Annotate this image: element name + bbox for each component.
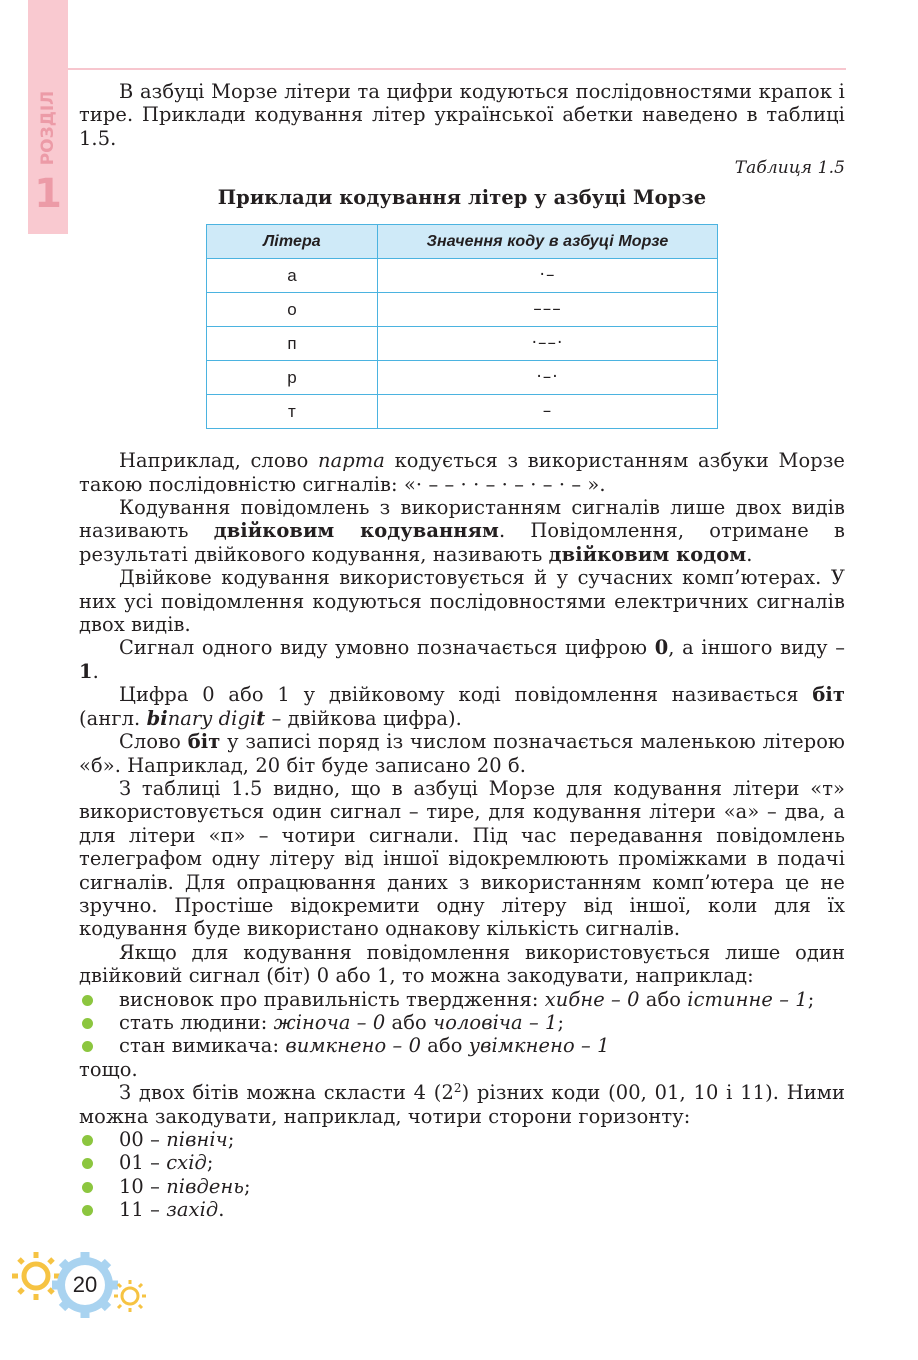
morse-table-wrap: [206, 224, 718, 429]
two-bits-superscript: 2: [453, 1081, 462, 1096]
paragraph-one-bit: Якщо для кодування повідомлення використовується лише один двійковий сигнал (біт) 0 або 1, то можна закодувати, наприклад:: [79, 940, 845, 988]
term-binary-coding: двійковим кодуванням: [213, 519, 499, 543]
cell-code: ·–·: [378, 361, 718, 395]
list-item: [79, 988, 845, 1011]
binary-text-1: Кодування повідомлень з використанням сигналів лише двох видів називають: [79, 496, 845, 543]
item-direction: північ: [166, 1128, 228, 1151]
item-end: ;: [243, 1174, 251, 1198]
paragraph-tail: тощо.: [79, 1057, 138, 1081]
cell-letter: о: [207, 293, 378, 327]
item-end: .: [218, 1198, 225, 1222]
item-text: висновок про правильність твердження:: [119, 987, 545, 1011]
item-end: ;: [807, 987, 815, 1011]
paragraph-table-note: З таблиці 1.5 видно, що в азбуці Морзе для кодування літери «т» використовується один сигнал – тире, для кодування літери «а» – два, а для літери «п» – чотири сигнали. Під час передавання повідомлень телеграфом одну літеру від іншої відокремлюють проміжками в подачі сигналів. Для опрацювання даних з використанням комп’ютера це не зручно. Простіше відокремити одну літеру від іншої, коли для їх кодування буде використано однакову кількість сигналів.: [79, 776, 845, 941]
item-or: або: [421, 1034, 469, 1058]
list-item: [79, 1128, 845, 1151]
item-code: 01 –: [119, 1151, 167, 1175]
bit-en-digi: digi: [218, 706, 257, 730]
paragraph-intro: В азбуці Морзе літери та цифри кодуються послідовностями крапок і тире. Приклади кодування літер української абетки наведено в таблиці 1.5.: [79, 80, 845, 150]
list-item: [79, 1034, 845, 1057]
list-item: [79, 1011, 845, 1034]
item-text: стать людини:: [119, 1010, 274, 1034]
cell-letter: п: [207, 327, 378, 361]
item-end: ;: [227, 1128, 235, 1151]
cell-letter: р: [207, 361, 378, 395]
bit-en-t: t: [256, 706, 266, 730]
bit-text-3: – двійкова цифра).: [265, 706, 462, 730]
example-text-before: Наприклад, слово: [119, 449, 319, 473]
item-direction: захід: [166, 1198, 219, 1222]
chapter-word: [28, 88, 68, 168]
cell-letter: а: [207, 259, 378, 293]
item-option-a: вимкнено – 0: [285, 1034, 422, 1058]
signal-one: 1: [79, 659, 93, 683]
chapter-tab: [28, 0, 68, 234]
bit-short-text-1: Слово: [119, 730, 188, 754]
paragraph-example: [79, 449, 845, 496]
item-direction: схід: [166, 1151, 207, 1175]
cell-code: ·–: [378, 259, 718, 293]
bit-en-nary: nary: [167, 706, 219, 730]
gear-yellow-right-icon: [114, 1280, 146, 1312]
chapter-word-text: РОЗДІЛ: [38, 90, 58, 166]
table-row: [207, 327, 718, 361]
item-code: 00 –: [119, 1128, 167, 1151]
paragraph-bit: [79, 683, 845, 730]
cell-code: ·––·: [378, 327, 718, 361]
table-header-row: [207, 225, 718, 259]
item-direction: південь: [166, 1174, 244, 1198]
table-label: Таблиця 1.5: [734, 158, 845, 179]
bit-short-text-2: у записі поряд із числом позначається маленькою літерою «б». Наприклад, 20 біт буде записано 20 б.: [79, 730, 846, 777]
table-row: [207, 395, 718, 429]
page-number: 20: [72, 1272, 98, 1297]
binary-text-2: . Повідомлення, отримане в результаті двійкового кодування, називають: [79, 519, 846, 566]
example-word: парта: [318, 449, 385, 473]
item-code: 10 –: [119, 1174, 167, 1198]
chapter-number: 1: [34, 171, 62, 217]
signal-text-3: .: [92, 659, 99, 683]
cell-letter: т: [207, 395, 378, 429]
header-letter: Літера: [207, 225, 378, 259]
gear-yellow-left-icon: [12, 1252, 60, 1300]
bit-en-bi: bi: [146, 706, 168, 730]
item-option-a: жіноча – 0: [273, 1010, 386, 1034]
signal-zero: 0: [654, 636, 669, 660]
term-binary-code: двійковим кодом: [548, 542, 747, 566]
cell-code: –––: [378, 293, 718, 327]
item-text: стан вимикача:: [119, 1034, 286, 1058]
item-option-a: хибне – 0: [544, 987, 640, 1011]
item-option-b: чоловіча – 1: [433, 1010, 558, 1034]
morse-table: [206, 224, 718, 429]
list-item: [79, 1175, 845, 1198]
top-rule: [68, 68, 846, 70]
item-option-b: істинне – 1: [687, 987, 808, 1011]
two-bits-text-2: ) різних коди (00, 01, 10 і 11). Ними можна закодувати, наприклад, чотири сторони горизонту:: [79, 1081, 845, 1128]
binary-text-3: .: [746, 542, 753, 566]
cell-code: –: [378, 395, 718, 429]
signal-text-2: , а іншого виду –: [668, 636, 845, 660]
paragraph-two-bits: [79, 1081, 845, 1128]
table-title: Приклади кодування літер у азбуці Морзе: [217, 186, 707, 210]
signal-text-1: Сигнал одного виду умовно позначається цифрою: [119, 636, 655, 660]
header-code: Значення коду в азбуці Морзе: [378, 225, 718, 259]
item-or: або: [639, 987, 688, 1011]
paragraph-computers: Двійкове кодування використовується й у сучасних комп’ютерах. У них усі повідомлення кодуються послідовностями електричних сигналів двох видів.: [79, 566, 845, 637]
list-item: [79, 1198, 845, 1221]
item-end: ;: [206, 1151, 214, 1175]
term-bit-short: біт: [187, 730, 221, 754]
item-option-b: увімкнено – 1: [468, 1034, 610, 1058]
bit-text-2: (англ.: [79, 706, 147, 730]
bit-text-1: Цифра 0 або 1 у двійковому коді повідомлення називається: [119, 683, 813, 707]
text-column: [79, 80, 845, 1222]
paragraph-bit-short: [79, 730, 845, 777]
table-row: [207, 259, 718, 293]
term-bit: біт: [812, 683, 845, 707]
item-code: 11 –: [119, 1198, 167, 1222]
paragraph-binary-coding: [79, 496, 845, 566]
list-item: [79, 1151, 845, 1174]
item-end: ;: [557, 1010, 565, 1034]
example-text-after: кодується з використанням азбуки Морзе такою послідовністю сигналів: «· – – · · – · – · – · – ».: [79, 449, 845, 496]
paragraph-signal: [79, 636, 845, 683]
table-row: [207, 293, 718, 327]
item-or: або: [385, 1010, 434, 1034]
two-bits-text-1: З двох бітів можна скласти 4 (2: [119, 1081, 454, 1105]
table-row: [207, 361, 718, 395]
